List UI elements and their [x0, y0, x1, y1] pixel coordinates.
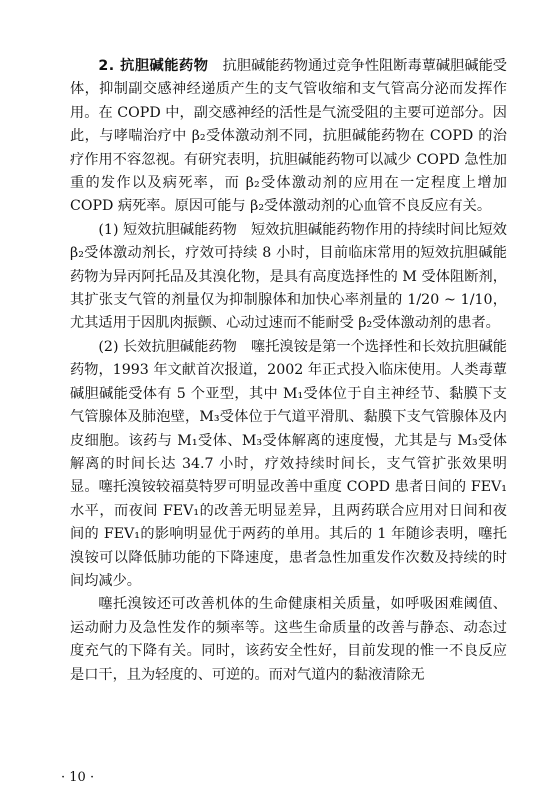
paragraph-text: 短效抗胆碱能药物作用的持续时间比短效 β₂受体激动剂长，疗效可持续 8 小时，目前临床常用的短效抗胆碱能药物为异丙阿托品及其溴化物，是具有高度选择性的 M 受体阻断剂，其扩张支气管的剂量仅为抑制腺体和加快心率剂量的 1/20 ~ 1/10，尤其适用于因肌肉振颤、心动过速而不能耐受 β₂受体激动剂的患者。	[70, 221, 507, 332]
paragraph-short-acting	[70, 219, 507, 336]
paragraph-long-acting	[70, 336, 507, 593]
page-number: · 10 ·	[61, 770, 95, 785]
subsection-heading-long-acting: (2) 长效抗胆碱能药物	[98, 338, 237, 355]
section-heading-anticholinergic: 2. 抗胆碱能药物	[98, 58, 209, 74]
paragraph-text: 噻托溴铵是第一个选择性和长效抗胆碱能药物，1993 年文献首次报道，2002 年正式投入临床使用。人类毒蕈碱胆碱能受体有 5 个亚型，其中 M₁受体位于自主神经节、黏膜下支气管腺体及肺泡壁，M₃受体位于气道平滑肌、黏膜下支气管腺体及内皮细胞。该药与 M₁受体、M₃受体解离的速度慢，尤其是与 M₃受体解离的时间长达 34.7 小时，疗效持续时间长，支气管扩张效果明显。噻托溴铵较福莫特罗可明显改善中重度 COPD 患者日间的 FEV₁水平，而夜间 FEV₁的改善无明显差异，且两药联合应用对日间和夜间的 FEV₁的影响明显优于两药的单用。其后的 1 年随诊表明，噻托溴铵可以降低肺功能的下降速度，患者急性加重发作次数及持续的时间均减少。	[70, 338, 507, 589]
paragraph-text: 噻托溴铵还可改善机体的生命健康相关质量，如呼吸困难阈值、运动耐力及急性发作的频率等。这些生命质量的改善与静态、动态过度充气的下降有关。同时，该药安全性好，目前发现的惟一不良反应是口干，且为轻度的、可逆的。而对气道内的黏液清除无	[70, 596, 507, 683]
paragraph-tiotropium-quality	[70, 593, 507, 687]
paragraph-anticholinergic-intro	[70, 55, 507, 219]
body-text	[70, 55, 507, 687]
paragraph-text: 抗胆碱能药物通过竞争性阻断毒蕈碱胆碱能受体，抑制副交感神经递质产生的支气管收缩和支气管高分泌而发挥作用。在 COPD 中，副交感神经的活性是气流受阻的主要可逆部分。因此，与哮喘治疗中 β₂受体激动剂不同，抗胆碱能药物在 COPD 的治疗作用不容忽视。有研究表明，抗胆碱能药物可以减少 COPD 急性加重的发作以及病死率，而 β₂受体激动剂的应用在一定程度上增加 COPD 病死率。原因可能与 β₂受体激动剂的心血管不良反应有关。	[70, 58, 507, 215]
subsection-heading-short-acting: (1) 短效抗胆碱能药物	[98, 221, 237, 238]
